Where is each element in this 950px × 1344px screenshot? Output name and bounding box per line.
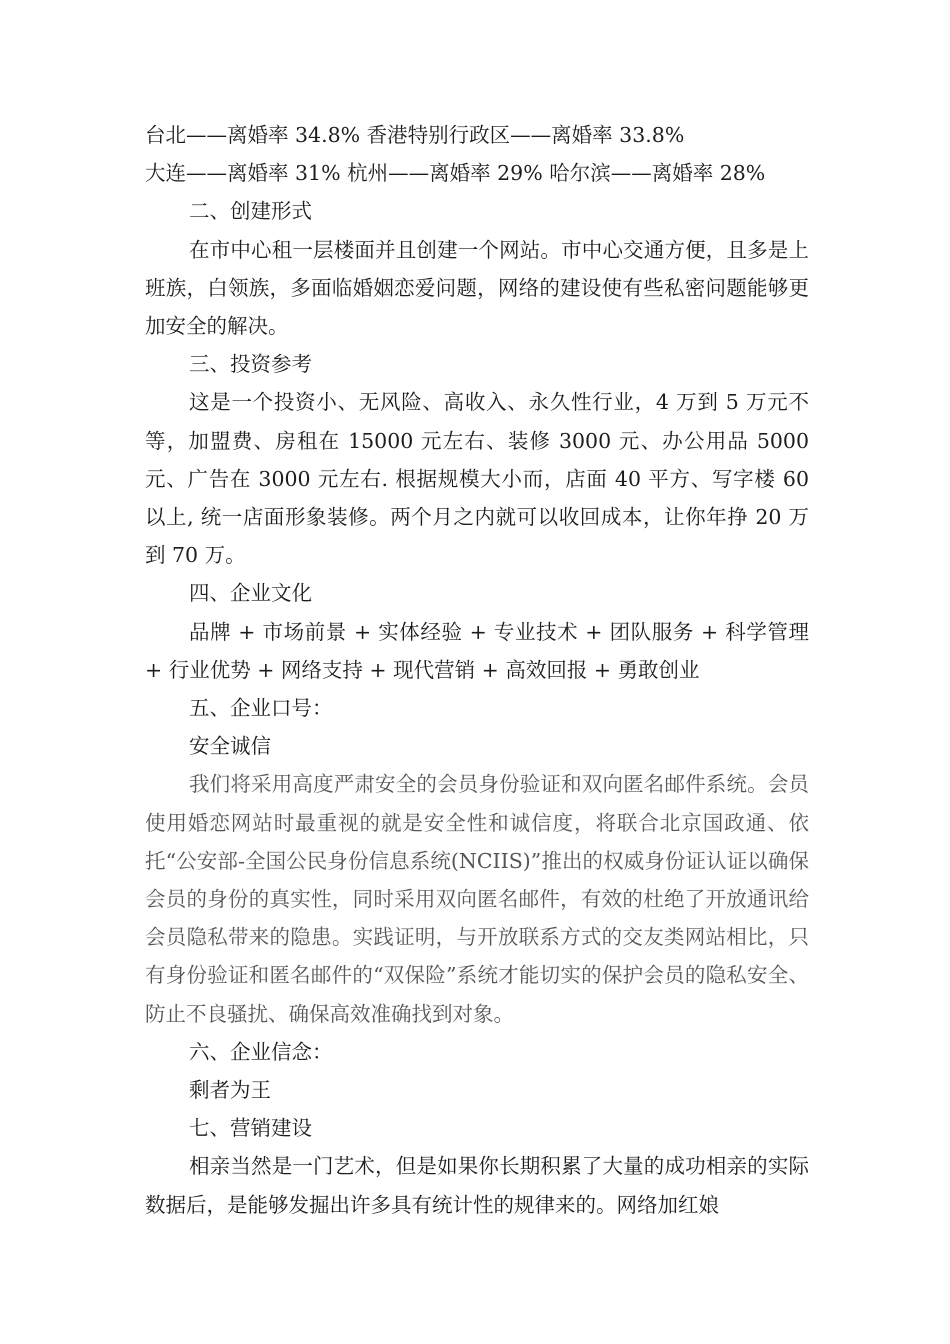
section-2-heading: 二、创建形式 [189, 199, 312, 224]
stats-line-1: 台北——离婚率 34.8% 香港特别行政区——离婚率 33.8% [145, 123, 685, 147]
section-3-heading: 三、投资参考 [189, 352, 312, 377]
section-5-body: 我们将采用高度严肃安全的会员身份验证和双向匿名邮件系统。会员使用婚恋网站时最重视的就是安全性和诚信度，将联合北京国政通、依托“公安部-全国公民身份信息系统(NCIIS)”推出的权威身份证认证以确保会员的身份的真实性，同时采用双向匿名邮件，有效的杜绝了开放通讯给会员隐私带来的隐患。实践证明，与开放联系方式的交友类网站相比，只有身份验证和匿名邮件的“双保险”系统才能切实的保护会员的隐私安全、防止不良骚扰、确保高效准确找到对象。 [145, 772, 809, 1026]
stats-line-2: 大连——离婚率 31% 杭州——离婚率 29% 哈尔滨——离婚率 28% [145, 161, 766, 186]
section-4-heading: 四、企业文化 [189, 581, 312, 606]
section-4-body: 品牌 + 市场前景 + 实体经验 + 专业技术 + 团队服务 + 科学管理 + 行业优势 + 网络支持 + 现代营销 + 高效回报 + 勇敢创业 [145, 619, 809, 682]
section-7-heading: 七、营销建设 [189, 1116, 312, 1141]
section-3-body: 这是一个投资小、无风险、高收入、永久性行业，4 万到 5 万元不等，加盟费、房租在 15000 元左右、装修 3000 元、办公用品 5000 元、广告在 3000 元左右. 根据规模大小而，店面 40 平方、写字楼 60 以上, 统一店面形象装修。两个月之内就可以收回成本，让你年挣 20 万到 70 万。 [145, 390, 809, 568]
document-body [145, 116, 809, 1224]
section-5-heading: 五、企业口号： [189, 696, 333, 721]
section-5-slogan: 安全诚信 [189, 734, 271, 759]
section-6-heading: 六、企业信念： [189, 1039, 333, 1064]
section-7-body: 相亲当然是一门艺术，但是如果你长期积累了大量的成功相亲的实际数据后，是能够发掘出许多具有统计性的规律来的。网络加红娘 [145, 1154, 809, 1217]
section-2-body: 在市中心租一层楼面并且创建一个网站。市中心交通方便，且多是上班族，白领族，多面临婚姻恋爱问题，网络的建设使有些私密问题能够更加安全的解决。 [145, 237, 809, 339]
section-6-slogan: 剩者为王 [189, 1078, 271, 1103]
